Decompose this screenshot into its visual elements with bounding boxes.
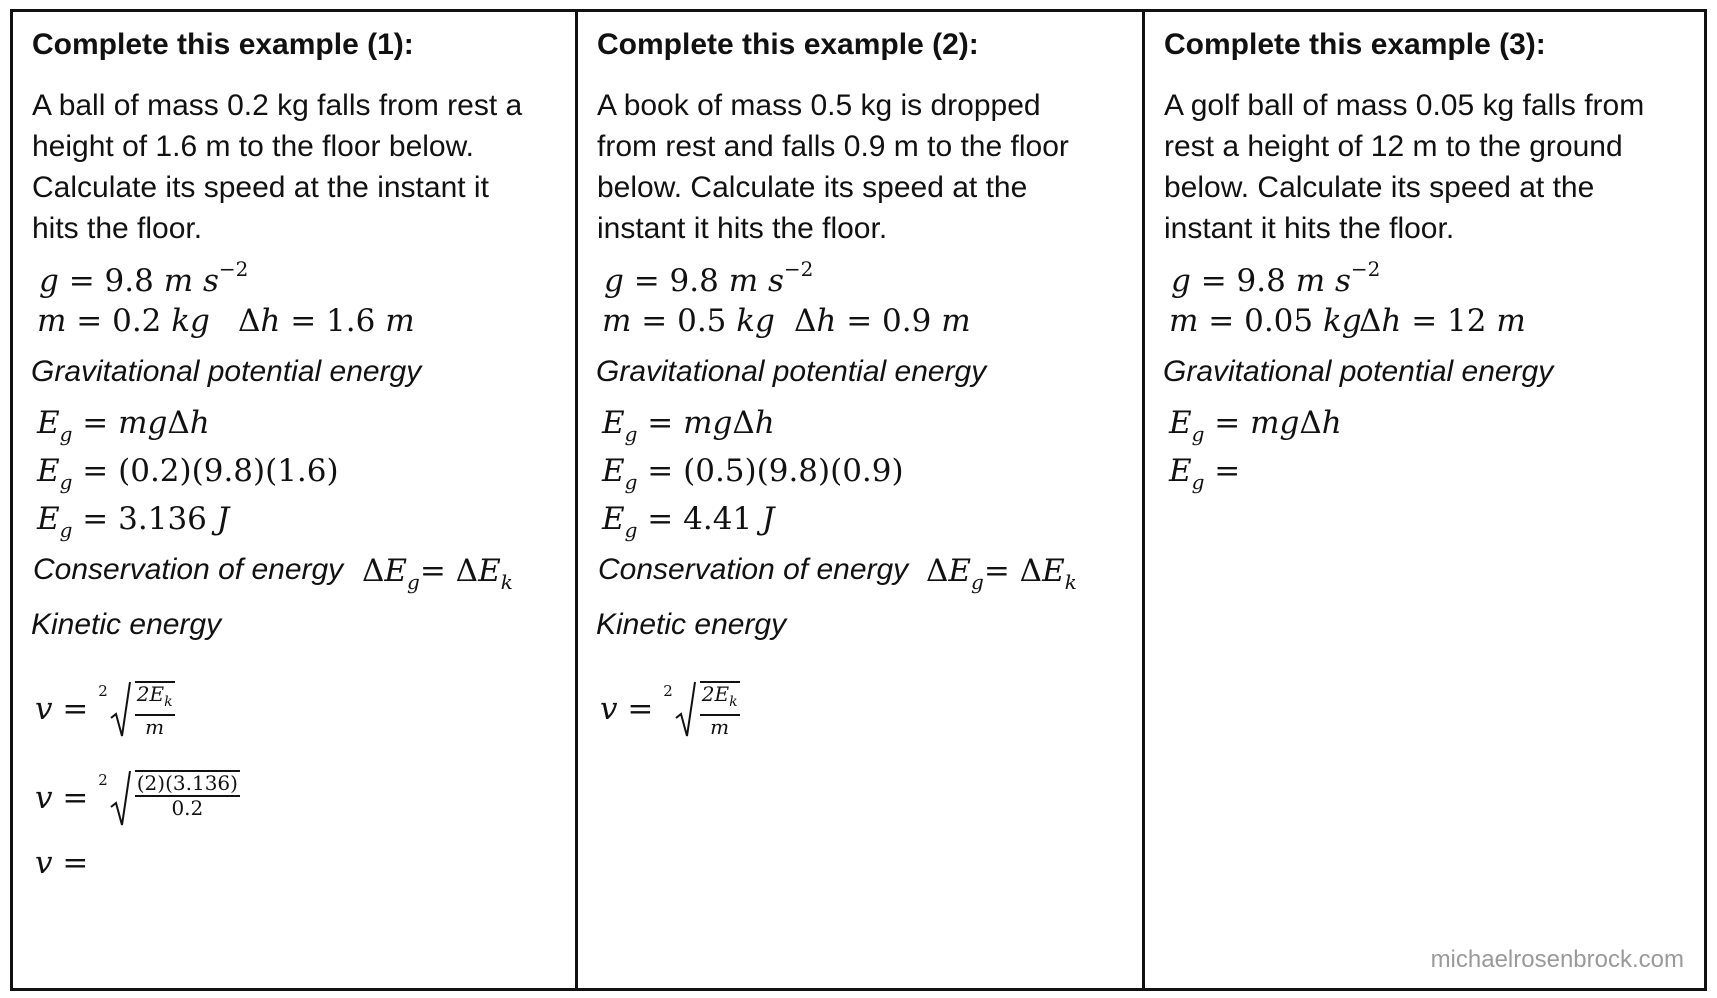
example-column-1 bbox=[13, 12, 578, 988]
question-line: below. Calculate its speed at the bbox=[1164, 171, 1595, 204]
gpe-heading: Gravitational potential energy bbox=[596, 355, 987, 388]
worksheet-frame bbox=[10, 9, 1707, 991]
speed-formula: v = 2 $\frac{2E_k}{m}$ bbox=[35, 680, 179, 738]
example-title: Complete this example (1): bbox=[32, 28, 414, 61]
height-given: Δh = 0.9 m bbox=[794, 303, 971, 339]
gpe-heading: Gravitational potential energy bbox=[1163, 355, 1554, 388]
question-line: Calculate its speed at the instant it bbox=[32, 171, 489, 204]
gravity-given: g = 9.8 m $s^{-2}$ bbox=[604, 257, 814, 299]
gpe-substitution: $E_g = (0.2)(9.8)(1.6)$ bbox=[37, 453, 339, 494]
example-title: Complete this example (2): bbox=[597, 28, 979, 61]
example-title: Complete this example (3): bbox=[1164, 28, 1546, 61]
mass-given: m = 0.05 kg bbox=[1169, 303, 1362, 339]
question-line: instant it hits the floor. bbox=[597, 212, 888, 245]
question-text bbox=[597, 85, 1137, 249]
gpe-result: $E_g = 3.136$ J bbox=[37, 501, 230, 542]
conservation-equation: $\Delta E_g= \Delta E_k$ bbox=[926, 553, 1077, 594]
question-line: height of 1.6 m to the floor below. bbox=[32, 130, 474, 163]
question-line: below. Calculate its speed at the bbox=[597, 171, 1028, 204]
speed-formula: v = 2 $\frac{2E_k}{m}$ bbox=[600, 680, 744, 738]
example-column-2 bbox=[578, 12, 1145, 988]
question-text bbox=[32, 85, 572, 249]
question-line: rest a height of 12 m to the ground bbox=[1164, 130, 1623, 163]
gpe-formula: $E_g = mg\Delta h$ bbox=[1169, 405, 1342, 446]
square-root-symbol: 2 $\frac{2E_k}{m}$ bbox=[98, 682, 173, 739]
gpe-substitution: $E_g$ = bbox=[1169, 453, 1241, 494]
conservation-heading: Conservation of energy bbox=[598, 553, 909, 586]
speed-answer: v = bbox=[35, 845, 89, 881]
conservation-heading: Conservation of energy bbox=[33, 553, 344, 586]
question-line: A ball of mass 0.2 kg falls from rest a bbox=[32, 89, 523, 122]
gravity-given: g = 9.8 m $s^{-2}$ bbox=[39, 257, 249, 299]
mass-given: m = 0.2 kg bbox=[37, 303, 210, 339]
question-line: hits the floor. bbox=[32, 212, 203, 245]
height-given: Δh = 1.6 m bbox=[238, 303, 415, 339]
watermark: michaelrosenbrock.com bbox=[1430, 946, 1684, 973]
gpe-formula: $E_g = mg\Delta h$ bbox=[602, 405, 775, 446]
question-line: instant it hits the floor. bbox=[1164, 212, 1455, 245]
square-root-symbol: 2 $\frac{2E_k}{m}$ bbox=[663, 682, 738, 739]
gravity-given: g = 9.8 m $s^{-2}$ bbox=[1171, 257, 1381, 299]
conservation-equation: $\Delta E_g= \Delta E_k$ bbox=[362, 553, 513, 594]
question-line: A book of mass 0.5 kg is dropped bbox=[597, 89, 1041, 122]
ke-heading: Kinetic energy bbox=[31, 608, 222, 641]
gpe-heading: Gravitational potential energy bbox=[31, 355, 422, 388]
question-text bbox=[1164, 85, 1704, 249]
gpe-substitution: $E_g = (0.5)(9.8)(0.9)$ bbox=[602, 453, 904, 494]
question-line: A golf ball of mass 0.05 kg falls from bbox=[1164, 89, 1645, 122]
gpe-formula: $E_g = mg\Delta h$ bbox=[37, 405, 210, 446]
height-given: Δh = 12 m bbox=[1359, 303, 1526, 339]
question-line: from rest and falls 0.9 m to the floor bbox=[597, 130, 1069, 163]
square-root-symbol: 2 $\frac{(2)(3.136)}{0.2}$ bbox=[98, 769, 244, 827]
gpe-result: $E_g = 4.41$ J bbox=[602, 501, 775, 542]
mass-given: m = 0.5 kg bbox=[602, 303, 775, 339]
example-column-3 bbox=[1145, 12, 1704, 988]
ke-heading: Kinetic energy bbox=[596, 608, 787, 641]
speed-substitution: v = 2 $\frac{(2)(3.136)}{0.2}$ bbox=[35, 769, 244, 827]
